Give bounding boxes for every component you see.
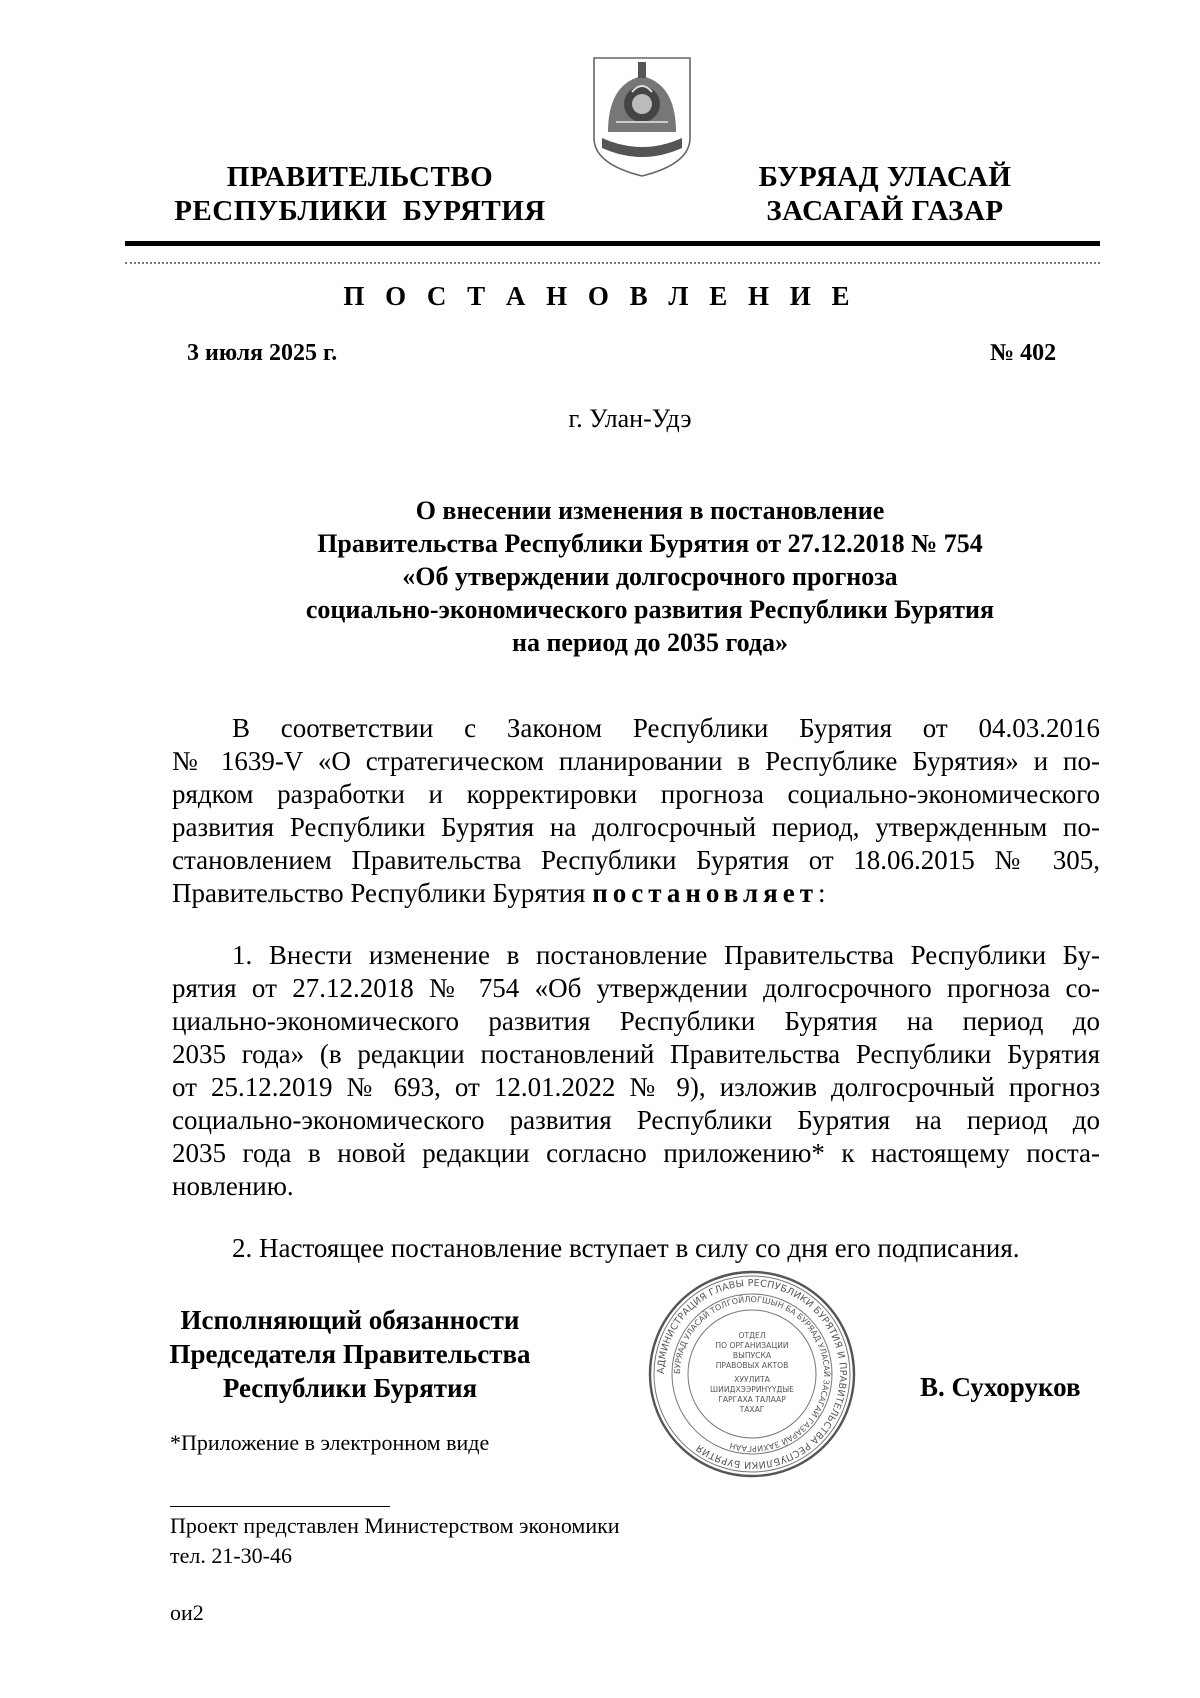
header-right-line-1: БУРЯАД УЛАСАЙ bbox=[758, 161, 1012, 193]
stamp-center-line: ОТДЕЛ bbox=[738, 1331, 766, 1340]
preamble-last-line bbox=[172, 877, 1100, 910]
preamble-line: В соответствии с Законом Республики Бурятия от 04.03.2016 bbox=[232, 713, 1100, 743]
item-1-line: социально-экономического развития Республики Бурятия на период до bbox=[172, 1105, 1100, 1135]
preamble-resolves-word: постановляет bbox=[592, 878, 818, 908]
coat-of-arms-icon bbox=[588, 52, 696, 180]
stamp-center-line: ШИИДХЭЭРИНҮҮДЫЕ bbox=[710, 1385, 794, 1394]
stamp-center-line: ГАРГАХА ТАЛААР bbox=[718, 1395, 786, 1404]
stamp-center-line: ТАХАГ bbox=[739, 1405, 765, 1414]
footer-author: Проект представлен Министерством экономики bbox=[170, 1513, 620, 1538]
preamble-last-suffix: : bbox=[817, 878, 826, 908]
stamp-inner-text: БУРЯАД УЛАСАЙ ТОЛГОЙЛОГШЫН БА БУРЯАД УЛАСАЙ ЗАСАГАЙ ГАЗАРАЙ ЗАХИРГААН bbox=[672, 1294, 832, 1454]
document-date: 3 июля 2025 г. bbox=[187, 340, 338, 366]
stamp-center-line: ВЫПУСКА bbox=[732, 1351, 772, 1360]
document-number: № 402 bbox=[990, 340, 1057, 366]
preamble-line: рядком разработки и корректировки прогноза социально-экономического bbox=[172, 779, 1100, 809]
item-1-line: 1. Внести изменение в постановление Правительства Республики Бу- bbox=[232, 940, 1100, 970]
footer-rule bbox=[170, 1506, 390, 1507]
item-1-line: от 25.12.2019 № 693, от 12.01.2022 № 9), изложив долгосрочный прогноз bbox=[172, 1072, 1100, 1102]
signatory-line: Республики Бурятия bbox=[222, 1373, 478, 1403]
preamble-line: становлением Правительства Республики Бурятия от 18.06.2015 № 305, bbox=[172, 845, 1100, 875]
item-1-line: 2035 года в новой редакции согласно приложению* к настоящему поста- bbox=[172, 1138, 1100, 1168]
stamp-outer-text: АДМИНИСТРАЦИЯ ГЛАВЫ РЕСПУБЛИКИ БУРЯТИЯ И ПРАВИТЕЛЬСТВА РЕСПУБЛИКИ БУРЯТИЯ bbox=[655, 1277, 849, 1471]
title-line: Правительства Республики Бурятия от 27.12.2018 № 754 bbox=[317, 529, 983, 558]
stamp-center-line: ПРАВОВЫХ АКТОВ bbox=[715, 1361, 789, 1370]
preamble-last-prefix: Правительство Республики Бурятия bbox=[172, 878, 593, 908]
item-1-line: 2035 года» (в редакции постановлений Правительства Республики Бурятия bbox=[172, 1039, 1100, 1069]
footer-code: ои2 bbox=[170, 1600, 204, 1625]
preamble-line: развития Республики Бурятия на долгосрочный период, утвержденным по- bbox=[172, 812, 1100, 842]
item-1-paragraph bbox=[172, 939, 1100, 1203]
document-city: г. Улан-Удэ bbox=[568, 404, 692, 433]
header-right-line-2: ЗАСАГАЙ ГАЗАР bbox=[766, 195, 1004, 227]
header-dotted-rule bbox=[125, 262, 1100, 264]
document-title bbox=[150, 494, 1150, 659]
signatory-line: Исполняющий обязанности bbox=[180, 1305, 520, 1335]
stamp-center-line: ХУУЛИТА bbox=[734, 1375, 770, 1384]
title-line: социально-экономического развития Республики Бурятия bbox=[305, 595, 995, 624]
attachment-note: *Приложение в электронном виде bbox=[170, 1430, 490, 1455]
footer-phone: тел. 21-30-46 bbox=[170, 1543, 293, 1568]
stamp-center-line: ПО ОРГАНИЗАЦИИ bbox=[715, 1341, 789, 1350]
header-left-title bbox=[170, 160, 550, 228]
signatory-line: Председателя Правительства bbox=[169, 1339, 531, 1369]
preamble-paragraph bbox=[172, 712, 1100, 910]
header-left-line-1: ПРАВИТЕЛЬСТВО bbox=[226, 161, 494, 193]
item-1-line: рятия от 27.12.2018 № 754 «Об утверждении долгосрочного прогноза со- bbox=[172, 973, 1100, 1003]
item-2-paragraph bbox=[172, 1232, 1100, 1265]
header-right-title bbox=[735, 160, 1035, 228]
title-line: на период до 2035 года» bbox=[511, 628, 789, 657]
item-1-line: циально-экономического развития Республики Бурятия на период до bbox=[172, 1006, 1100, 1036]
signatory-title bbox=[150, 1303, 550, 1405]
header-left-line-2: РЕСПУБЛИКИ БУРЯТИЯ bbox=[174, 195, 546, 227]
preamble-line: № 1639-V «О стратегическом планировании в Республике Бурятия» и по- bbox=[172, 746, 1100, 776]
title-line: О внесении изменения в постановление bbox=[415, 496, 885, 525]
item-2-line: 2. Настоящее постановление вступает в силу со дня его подписания. bbox=[232, 1233, 1020, 1263]
signer-name: В. Сухоруков bbox=[920, 1372, 1081, 1402]
svg-text:АДМИНИСТРАЦИЯ ГЛАВЫ РЕСПУБЛИКИ bbox=[656, 1278, 848, 1470]
header-rule bbox=[125, 241, 1100, 246]
official-stamp-icon bbox=[646, 1268, 858, 1480]
document-type: П О С Т А Н О В Л Е Н И Е bbox=[343, 281, 857, 311]
item-1-line: новлению. bbox=[172, 1171, 294, 1201]
title-line: «Об утверждении долгосрочного прогноза bbox=[402, 562, 898, 591]
